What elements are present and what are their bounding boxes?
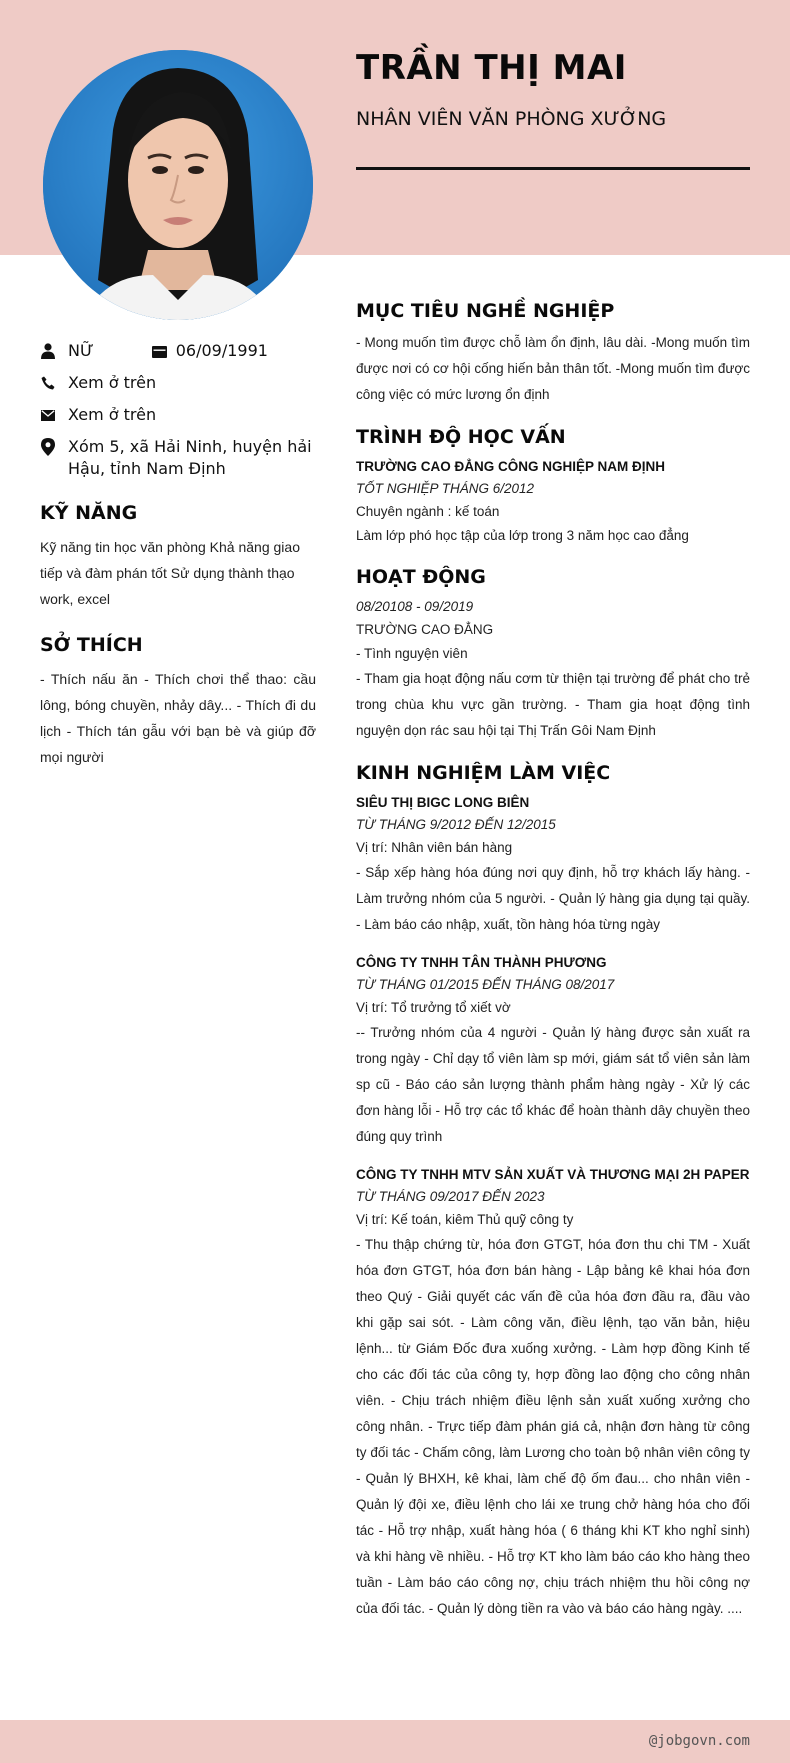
header-divider [356, 167, 750, 170]
education-note: Làm lớp phó học tập của lớp trong 3 năm học cao đẳng [356, 528, 689, 543]
job-description: -- Trưởng nhóm của 4 người - Quản lý hàng được sản xuất ra trong ngày - Chỉ dạy tổ viên làm sp mới, giám sát tổ viên sản làm sp cũ - Báo cáo sản lượng thành phẩm hàng ngày - Xử lý các đơn hàng lỗi - Hỗ trợ các tổ khác để hoàn thành dây chuyền theo đúng quy trình [356, 1025, 750, 1144]
contact-gender-birthdate [40, 340, 316, 362]
experience-item [356, 792, 750, 938]
education-school: TRƯỜNG CAO ĐẲNG CÔNG NGHIỆP NAM ĐỊNH [356, 459, 665, 474]
job-period: TỪ THÁNG 09/2017 ĐẾN 2023 [356, 1189, 545, 1204]
hobbies-text: - Thích nấu ăn - Thích chơi thể thao: cầu lông, bóng chuyền, nhảy dây... - Thích đi du lịch - Thích tán gẫu với bạn bè và giúp đỡ mọi người [40, 671, 316, 765]
experience-item [356, 1164, 750, 1622]
right-column [356, 300, 750, 1640]
job-company: CÔNG TY TNHH TÂN THÀNH PHƯƠNG [356, 955, 607, 970]
footer-credit: @jobgovn.com [648, 1733, 750, 1749]
job-period: TỪ THÁNG 9/2012 ĐẾN 12/2015 [356, 817, 556, 832]
activities-text: - Tham gia hoạt động nấu cơm từ thiện tại trường để phát cho trẻ trong chùa khu vực gần trường. - Tham gia hoạt động tình nguyện dọn rác sau hội tại Thị Trấn Gôi Nam Định [356, 671, 750, 738]
left-column [40, 340, 316, 770]
contact-phone [40, 372, 316, 394]
contact-email [40, 404, 316, 426]
experience-heading: KINH NGHIỆM LÀM VIỆC [356, 762, 611, 784]
portrait-photo [43, 50, 313, 320]
objective-heading: MỤC TIÊU NGHỀ NGHIỆP [356, 300, 615, 322]
objective-text: - Mong muốn tìm được chỗ làm ổn định, lâu dài. -Mong muốn tìm được nơi có cơ hội cống hiến bản thân tốt. -Mong muốn tìm được công việc có mức lương ổn định [356, 335, 750, 402]
gender-value: NỮ [68, 341, 94, 360]
phone-value: Xem ở trên [68, 373, 157, 392]
education-period: TỐT NGHIỆP THÁNG 6/2012 [356, 481, 535, 496]
birthdate-value: 06/09/1991 [175, 341, 268, 360]
hobbies-heading: SỞ THÍCH [40, 634, 143, 656]
job-company: SIÊU THỊ BIGC LONG BIÊN [356, 795, 530, 810]
candidate-title: NHÂN VIÊN VĂN PHÒNG XƯỞNG [356, 108, 667, 130]
job-description: - Sắp xếp hàng hóa đúng nơi quy định, hỗ trợ khách lấy hàng. - Làm trưởng nhóm của 5 người. - Quản lý hàng gia dụng tại quầy. - Làm báo cáo nhập, xuất, tồn hàng hóa từng ngày [356, 865, 750, 932]
job-period: TỪ THÁNG 01/2015 ĐẾN THÁNG 08/2017 [356, 977, 615, 992]
job-position: Vị trí: Nhân viên bán hàng [356, 840, 513, 855]
experience-item [356, 952, 750, 1150]
avatar [43, 50, 313, 320]
phone-icon [40, 372, 56, 394]
job-position: Vị trí: Kế toán, kiêm Thủ quỹ công ty [356, 1212, 574, 1227]
job-company: CÔNG TY TNHH MTV SẢN XUẤT VÀ THƯƠNG MẠI 2H PAPER [356, 1167, 750, 1182]
objective-section [356, 300, 750, 408]
education-heading: TRÌNH ĐỘ HỌC VẤN [356, 426, 566, 448]
activities-section [356, 566, 750, 744]
candidate-name: TRẦN THỊ MAI [356, 48, 627, 88]
skills-heading: KỸ NĂNG [40, 502, 138, 524]
activities-heading: HOẠT ĐỘNG [356, 566, 486, 588]
person-icon [40, 340, 56, 362]
mail-icon [40, 404, 56, 426]
job-position: Vị trí: Tổ trưởng tổ xiết vờ [356, 1000, 511, 1015]
contact-address [40, 436, 316, 480]
experience-section [356, 762, 750, 1622]
job-description: - Thu thập chứng từ, hóa đơn GTGT, hóa đơn thu chi TM - Xuất hóa đơn GTGT, hóa đơn bán hàng - Lập bảng kê khai hóa đơn theo Quý - Giải quyết các vấn đề của hóa đơn đầu ra, đầu vào khi gặp sai sót. - Làm công văn, điều lệnh, tạo văn bản, hiệu lệnh... từ Giám Đốc đưa xuống xưởng. - Làm hợp đồng Kinh tế cho các đối tác của công ty, hợp đồng lao động cho công nhân viên. - Chịu trách nhiệm điều lệnh sản xuất xuống xưởng cho công nhân. - Trực tiếp đàm phán giá cả, nhận đơn hàng từ công ty đối tác - Chấm công, làm Lương cho toàn bộ nhân viên công ty - Quản lý BHXH, kê khai, làm chế độ ốm đau... cho nhân viên - Quản lý đội xe, điều lệnh cho lái xe trung chở hàng hóa cho đối tác - Hỗ trợ nhập, xuất hàng hóa ( 6 tháng khi KT kho nghỉ sinh) và khi hàng về nhiều. - Hỗ trợ KT kho làm báo cáo kho hàng theo tuần - Làm báo cáo công nợ, chịu trách nhiệm thu hồi công nợ của đối tác. - Quản lý dòng tiền ra vào và báo cáo hàng ngày. .... [356, 1237, 750, 1616]
email-value: Xem ở trên [68, 405, 157, 424]
education-section [356, 426, 750, 548]
activities-org: TRƯỜNG CAO ĐẲNG [356, 622, 494, 637]
address-value: Xóm 5, xã Hải Ninh, huyện hải Hậu, tỉnh Nam Định [68, 437, 312, 478]
activities-role: - Tình nguyện viên [356, 646, 468, 661]
skills-text: Kỹ năng tin học văn phòng Khả năng giao tiếp và đàm phán tốt Sử dụng thành thạo work, excel [40, 539, 300, 607]
education-major: Chuyên ngành : kế toán [356, 504, 500, 519]
activities-period: 08/20108 - 09/2019 [356, 599, 474, 614]
location-pin-icon [40, 436, 56, 458]
calendar-icon [152, 340, 168, 362]
